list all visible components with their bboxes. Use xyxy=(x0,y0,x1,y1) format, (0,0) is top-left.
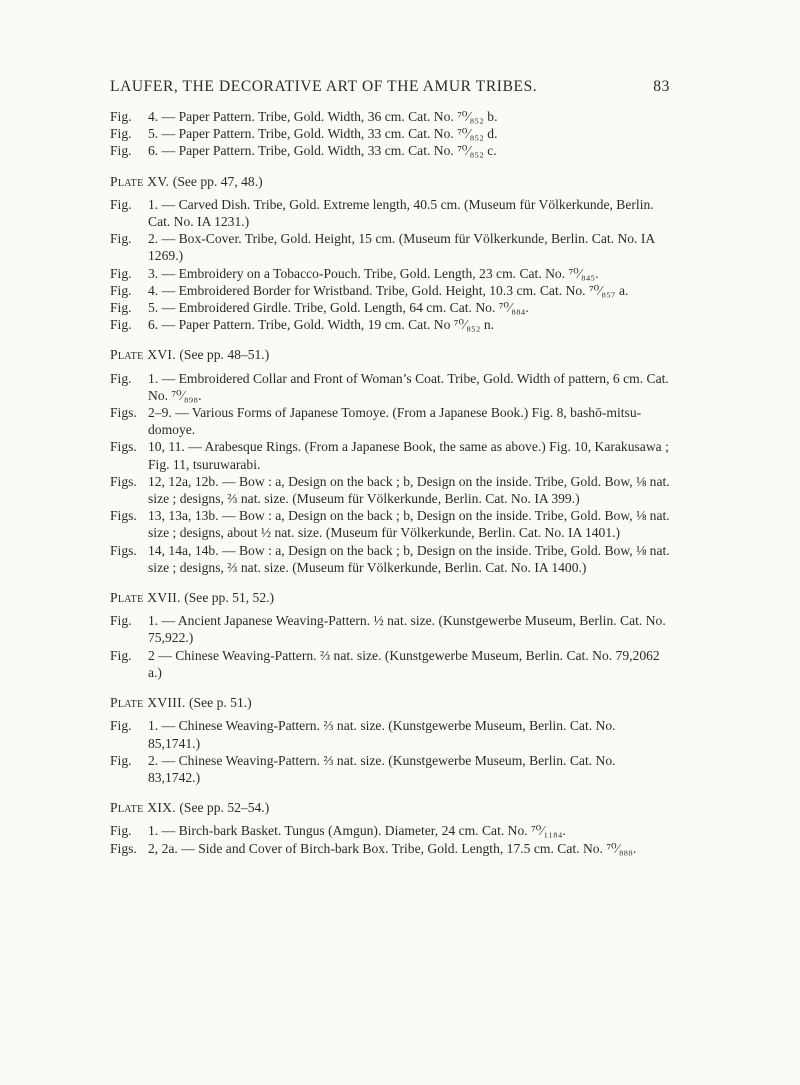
plate-title: Plate XV. xyxy=(110,173,170,189)
fig-entry: Fig. 3. — Embroidery on a Tobacco-Pouch. Tribe, Gold. Length, 23 cm. Cat. No. ⁷⁰⁄₈₄₅. xyxy=(110,265,599,281)
plate-entries xyxy=(110,370,670,576)
fig-entry: Fig. 4. — Paper Pattern. Tribe, Gold. Width, 36 cm. Cat. No. ⁷⁰⁄₈₅₂ b. xyxy=(110,109,498,124)
plate-title: Plate XVII. xyxy=(110,590,181,606)
fig-entry: Fig. 5. — Embroidered Girdle. Tribe, Gold. Length, 64 cm. Cat. No. ⁷⁰⁄₈₈₄. xyxy=(110,300,529,316)
plate-entries xyxy=(110,196,670,334)
plate-pages: (See p. 51.) xyxy=(189,695,252,711)
fig-entry: Fig. 1. — Birch-bark Basket. Tungus (Amgun). Diameter, 24 cm. Cat. No. ⁷⁰⁄₁₁₈₄. xyxy=(110,823,566,839)
plate-entries xyxy=(110,822,670,856)
fig-entry: Figs. 2, 2a. — Side and Cover of Birch-bark Box. Tribe, Gold. Length, 17.5 cm. Cat. No. ⁷⁰⁄₈₈₈. xyxy=(110,840,637,856)
intro-list xyxy=(110,108,670,160)
fig-entry: Fig. 1. — Carved Dish. Tribe, Gold. Extreme length, 40.5 cm. (Museum für Völkerkunde, Berlin. Cat. No. IA 1231.) xyxy=(110,196,654,230)
page-number: 83 xyxy=(653,78,670,95)
plate-title: Plate XVI. xyxy=(110,347,176,363)
page-body xyxy=(110,108,670,857)
plate-pages: (See pp. 47, 48.) xyxy=(172,173,263,189)
plate-entries xyxy=(110,717,670,786)
fig-entry: Fig. 5. — Paper Pattern. Tribe, Gold. Width, 33 cm. Cat. No. ⁷⁰⁄₈₅₂ d. xyxy=(110,126,498,142)
plate-title: Plate XVIII. xyxy=(110,695,186,711)
plate-title: Plate XIX. xyxy=(110,800,176,816)
plate-entries xyxy=(110,612,670,681)
fig-entry: Fig. 4. — Embroidered Border for Wristband. Tribe, Gold. Height, 10.3 cm. Cat. No. ⁷⁰⁄₈₅₇ a. xyxy=(110,282,629,298)
plate-heading xyxy=(110,173,670,190)
fig-entry: Fig. 1. — Ancient Japanese Weaving-Pattern. ½ nat. size. (Kunstgewerbe Museum, Berlin. Cat. No. 75,922.) xyxy=(110,613,666,646)
fig-entry: Fig. 1. — Embroidered Collar and Front of Woman’s Coat. Tribe, Gold. Width of pattern, 6 cm. Cat. No. ⁷⁰⁄₈₉₈. xyxy=(110,370,669,403)
fig-entry: Fig. 6. — Paper Pattern. Tribe, Gold. Width, 33 cm. Cat. No. ⁷⁰⁄₈₅₂ c. xyxy=(110,143,497,159)
plate-pages: (See pp. 48–51.) xyxy=(179,347,270,363)
plate-heading xyxy=(110,694,670,711)
plate-heading xyxy=(110,589,670,606)
fig-entry: Fig. 2 — Chinese Weaving-Pattern. ⅔ nat. size. (Kunstgewerbe Museum, Berlin. Cat. No. 79,2062 a.) xyxy=(110,647,660,680)
running-title: LAUFER, THE DECORATIVE ART OF THE AMUR TRIBES. xyxy=(110,78,538,95)
fig-entry: Fig. 2. — Chinese Weaving-Pattern. ⅔ nat. size. (Kunstgewerbe Museum, Berlin. Cat. No. 83,1742.) xyxy=(110,752,616,785)
plate-heading xyxy=(110,799,670,816)
running-header xyxy=(110,78,670,96)
fig-entry: Figs. 2–9. — Various Forms of Japanese Tomoye. (From a Japanese Book.) Fig. 8, bashō-mitsu-domoye. xyxy=(110,405,642,438)
fig-entry: Figs. 14, 14a, 14b. — Bow : a, Design on the back ; b, Design on the inside. Tribe, Gold. Bow, ⅛ nat. size ; designs, ⅔ nat. size. (Museum für Völkerkunde, Berlin. Cat. No. IA 1400.) xyxy=(110,542,670,575)
fig-entry: Fig. 2. — Box-Cover. Tribe, Gold. Height, 15 cm. (Museum für Völkerkunde, Berlin. Cat. No. IA 1269.) xyxy=(110,231,655,264)
plate-pages: (See pp. 51, 52.) xyxy=(184,590,275,606)
fig-entry: Fig. 1. — Chinese Weaving-Pattern. ⅔ nat. size. (Kunstgewerbe Museum, Berlin. Cat. No. 85,1741.) xyxy=(110,718,616,751)
plate-pages: (See pp. 52–54.) xyxy=(179,800,270,816)
plate-heading xyxy=(110,346,670,363)
fig-entry: Figs. 10, 11. — Arabesque Rings. (From a Japanese Book, the same as above.) Fig. 10, Karakusawa ; Fig. 11, tsuruwarabi. xyxy=(110,439,669,472)
fig-entry: Figs. 13, 13a, 13b. — Bow : a, Design on the back ; b, Design on the inside. Tribe, Gold. Bow, ⅛ nat. size ; designs, about ½ nat. size. (Museum für Völkerkunde, Berlin. Cat. No. IA 1401.) xyxy=(110,508,670,541)
fig-entry: Fig. 6. — Paper Pattern. Tribe, Gold. Width, 19 cm. Cat. No ⁷⁰⁄₈₅₂ n. xyxy=(110,317,495,333)
fig-entry: Figs. 12, 12a, 12b. — Bow : a, Design on the back ; b, Design on the inside. Tribe, Gold. Bow, ⅛ nat. size ; designs, ⅔ nat. size. (Museum für Völkerkunde, Berlin. Cat. No. IA 399.) xyxy=(110,473,670,507)
